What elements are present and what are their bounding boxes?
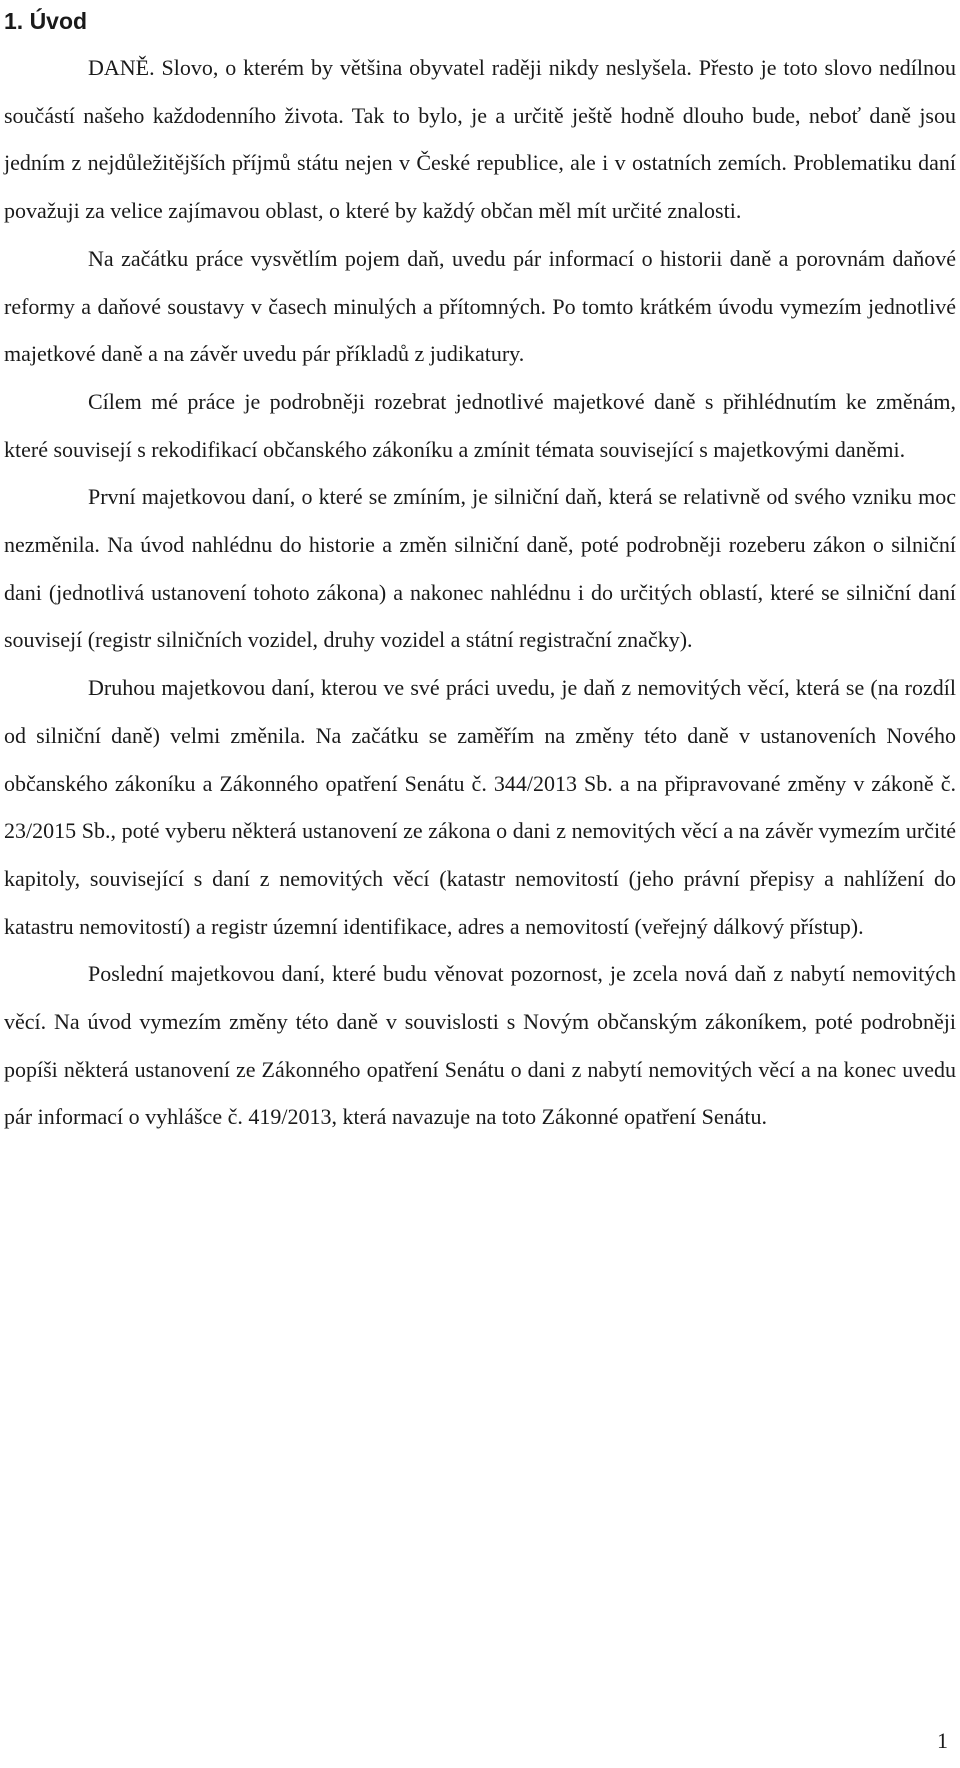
paragraph-property-tax: Druhou majetkovou daní, kterou ve své práci uvedu, je daň z nemovitých věcí, která se (na rozdíl od silniční daně) velmi změnila. Na začátku se zaměřím na změny této daně v ustanoveních Nového občanského zákoníku a Zákonného opatření Senátu č. 344/2013 Sb. a na připravované změny v zákoně č. 23/2015 Sb., poté vyberu některá ustanovení ze zákona o dani z nemovitých věcí a na závěr vymezím určité kapitoly, související s daní z nemovitých věcí (katastr nemovitostí (jeho právní přepisy a nahlížení do katastru nemovitostí) a registr územní identifikace, adres a nemovitostí (veřejný dálkový přístup). <box>4 675 956 939</box>
paragraph-structure: Na začátku práce vysvětlím pojem daň, uvedu pár informací o historii daně a porovnám daňové reformy a daňové soustavy v časech minulých a přítomných. Po tomto krátkém úvodu vymezím jednotlivé majetkové daně a na závěr uvedu pár příkladů z judikatury. <box>4 245 956 367</box>
section-heading: 1. Úvod <box>4 8 88 34</box>
page-number: 1 <box>937 1728 948 1753</box>
paragraph-acquisition-tax: Poslední majetkovou daní, které budu věnovat pozornost, je zcela nová daň z nabytí nemovitých věcí. Na úvod vymezím změny této daně v souvislosti s Novým občanským zákoníkem, poté podrobněji popíši některá ustanovení ze Zákonného opatření Senátu o dani z nabytí nemovitých věcí a na konec uvedu pár informací o vyhlášce č. 419/2013, která navazuje na toto Zákonné opatření Senátu. <box>4 961 956 1130</box>
paragraph-road-tax: První majetkovou daní, o které se zmíním, je silniční daň, která se relativně od svého vzniku moc nezměnila. Na úvod nahlédnu do historie a změn silniční daně, poté podrobněji rozeberu zákon o silniční dani (jednotlivá ustanovení tohoto zákona) a nakonec nahlédnu i do určitých oblastí, které se silniční daní souvisejí (registr silničních vozidel, druhy vozidel a státní registrační značky). <box>4 484 956 653</box>
paragraph-goal: Cílem mé práce je podrobněji rozebrat jednotlivé majetkové daně s přihlédnutím ke změnám, které souvisejí s rekodifikací občanského zákoníku a zmínit témata související s majetkovými daněmi. <box>4 388 956 462</box>
paragraph-intro: DANĚ. Slovo, o kterém by většina obyvatel raději nikdy neslyšela. Přesto je toto slovo nedílnou součástí našeho každodenního života. Tak to bylo, je a určitě ještě hodně dlouho bude, neboť daně jsou jedním z nejdůležitějších příjmů státu nejen v České republice, ale i v ostatních zemích. Problematiku daní považuji za velice zajímavou oblast, o které by každý občan měl mít určité znalosti. <box>4 55 956 224</box>
body-text <box>4 44 956 1141</box>
